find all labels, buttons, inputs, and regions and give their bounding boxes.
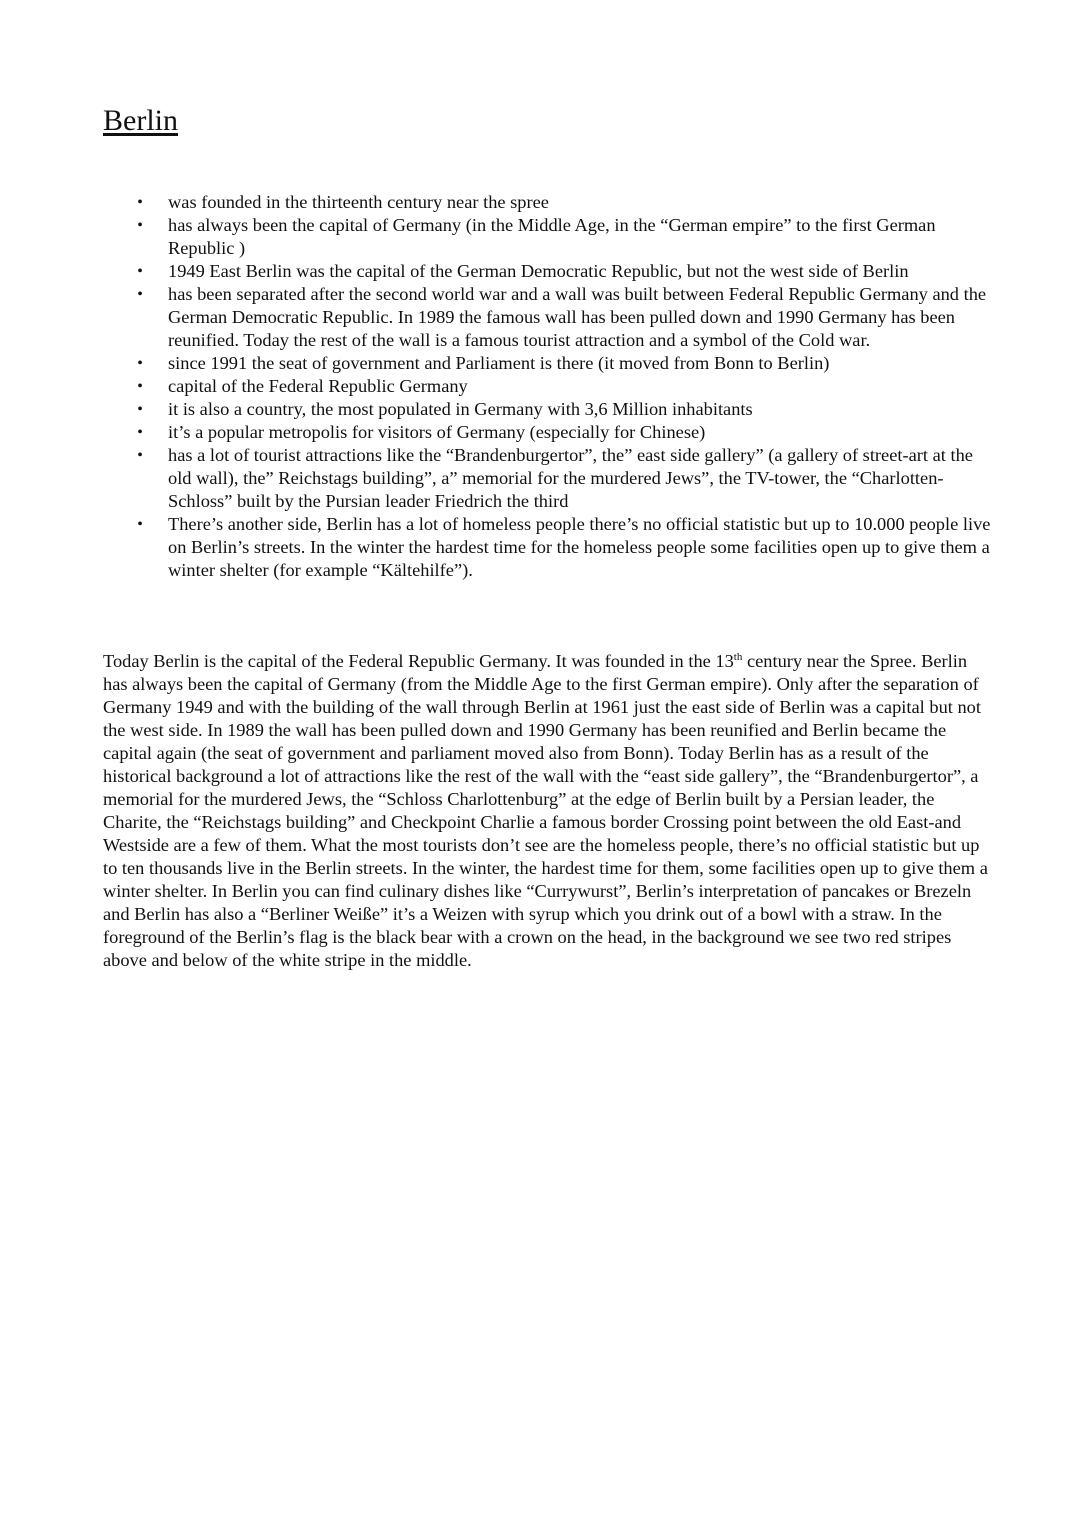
list-item xyxy=(133,375,993,398)
list-item xyxy=(133,421,993,444)
list-item-text: capital of the Federal Republic Germany xyxy=(168,376,468,396)
bullet-icon: • xyxy=(137,355,143,372)
summary-paragraph xyxy=(103,650,988,972)
ordinal-superscript: th xyxy=(733,651,743,663)
list-item xyxy=(133,444,993,513)
list-item-text: it’s a popular metropolis for visitors of Germany (especially for Chinese) xyxy=(168,422,706,442)
list-item xyxy=(133,214,993,260)
bullet-list xyxy=(133,191,993,582)
bullet-icon: • xyxy=(137,217,143,234)
list-item xyxy=(133,283,993,352)
list-item-text: has a lot of tourist attractions like the “Brandenburgertor”, the” east side gallery” (a gallery of street-art at the old wall), the” Reichstags building”, a” memorial for the murdered Jews”, the TV-tower, the “Charlotten-Schloss” built by the Pursian leader Friedrich the third xyxy=(168,445,973,511)
bullet-icon: • xyxy=(137,194,143,211)
list-item xyxy=(133,260,993,283)
bullet-icon: • xyxy=(137,516,143,533)
list-item-text: has been separated after the second world war and a wall was built between Federal Republic Germany and the German Democratic Republic. In 1989 the famous wall has been pulled down and 1990 Germany has been reunified. Today the rest of the wall is a famous tourist attraction and a symbol of the Cold war. xyxy=(168,284,987,350)
bullet-icon: • xyxy=(137,424,143,441)
list-item xyxy=(133,352,993,375)
list-item xyxy=(133,191,993,214)
list-item-text: was founded in the thirteenth century near the spree xyxy=(168,192,549,212)
list-item-text: 1949 East Berlin was the capital of the German Democratic Republic, but not the west side of Berlin xyxy=(168,261,909,281)
bullet-icon: • xyxy=(137,447,143,464)
list-item xyxy=(133,398,993,421)
list-item xyxy=(133,513,993,582)
page-title: Berlin xyxy=(103,104,178,137)
bullet-icon: • xyxy=(137,263,143,280)
bullet-icon: • xyxy=(137,286,143,303)
bullet-icon: • xyxy=(137,401,143,418)
bullet-icon: • xyxy=(137,378,143,395)
list-item-text: it is also a country, the most populated in Germany with 3,6 Million inhabitants xyxy=(168,399,753,419)
paragraph-text-rest: century near the Spree. Berlin has always been the capital of Germany (from the Middle Age to the first German empire). Only after the separation of Germany 1949 and with the building of the wall through Berlin at 1961 just the east side of Berlin was a capital but not the west side. In 1989 the wall has been pulled down and 1990 Germany has been reunified and Berlin became the capital again (the seat of government and parliament moved also from Bonn). Today Berlin has as a result of the historical background a lot of attractions like the rest of the wall with the “east side gallery”, the “Brandenburgertor”, a memorial for the murdered Jews, the “Schloss Charlottenburg” at the edge of Berlin built by a Persian leader, the Charite, the “Reichstags building” and Checkpoint Charlie a famous border Crossing point between the old East-and Westside are a few of them. What the most tourists don’t see are the homeless people, there’s no official statistic but up to ten thousands live in the Berlin streets. In the winter, the hardest time for them, some facilities open up to give them a winter shelter. In Berlin you can find culinary dishes like “Currywurst”, Berlin’s interpretation of pancakes or Brezeln and Berlin has also a “Berliner Weiße” it’s a Weizen with syrup which you drink out of a bowl with a straw. In the foreground of the Berlin’s flag is the black bear with a crown on the head, in the background we see two red stripes above and below of the white stripe in the middle. xyxy=(103,651,988,970)
paragraph-text-start: Today Berlin is the capital of the Federal Republic Germany. It was founded in the 13 xyxy=(103,651,734,671)
list-item-text: has always been the capital of Germany (in the Middle Age, in the “German empire” to the first German Republic ) xyxy=(168,215,936,258)
list-item-text: There’s another side, Berlin has a lot of homeless people there’s no official statistic but up to 10.000 people live on Berlin’s streets. In the winter the hardest time for the homeless people some facilities open up to give them a winter shelter (for example “Kältehilfe”). xyxy=(168,514,991,580)
list-item-text: since 1991 the seat of government and Parliament is there (it moved from Bonn to Berlin) xyxy=(168,353,830,373)
